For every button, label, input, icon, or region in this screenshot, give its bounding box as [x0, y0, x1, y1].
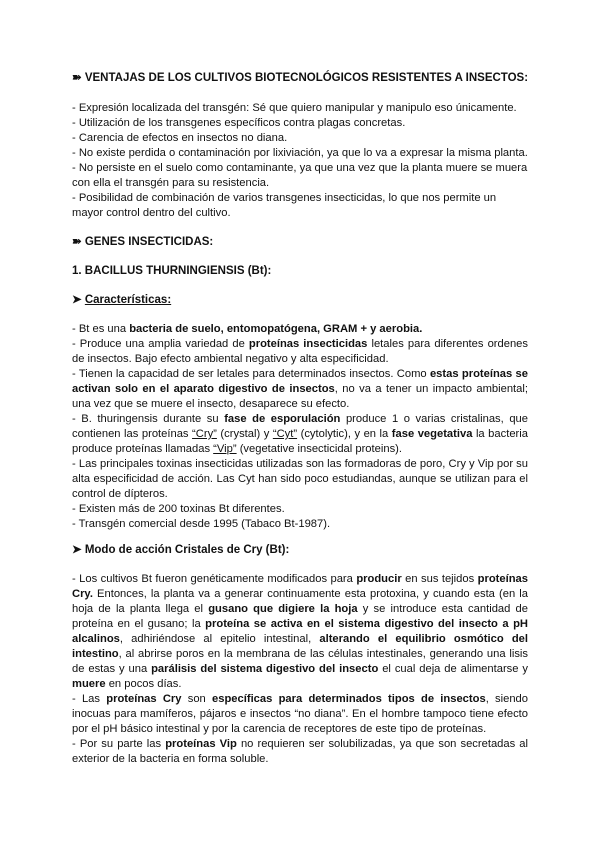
heading-bacillus: 1. BACILLUS THURNINGIENSIS (Bt):	[72, 265, 272, 277]
paragraph: - Produce una amplia variedad de proteínas insecticidas letales para diferentes ordenes de insectos. Bajo efecto ambiental negativo y alta especificidad.	[72, 338, 528, 365]
heading-genes: ➽ GENES INSECTICIDAS:	[72, 236, 214, 248]
list-item: - Posibilidad de combinación de varios transgenes insecticidas, lo que nos permite un mayor control dentro del cultivo.	[72, 192, 497, 219]
arrow-icon: ➤	[72, 294, 85, 306]
list-item: - Expresión localizada del transgén: Sé que quiero manipular y manipulo eso únicamente.	[72, 102, 517, 114]
paragraph: - Las principales toxinas insecticidas utilizadas son las formadoras de poro, Cry y Vip por su alta especificidad de acción. Las Cyt han sido poco estudiandas, aunque se utilizan para el control de dípteros.	[72, 458, 528, 500]
heading-caracteristicas	[72, 293, 171, 308]
list-item: - Carencia de efectos en insectos no diana.	[72, 132, 288, 144]
paragraph: - Bt es una bacteria de suelo, entomopatógena, GRAM + y aerobia.	[72, 323, 423, 335]
paragraph: - Existen más de 200 toxinas Bt diferentes.	[72, 503, 285, 515]
list-item: - No existe perdida o contaminación por lixiviación, ya que lo va a expresar la misma planta.	[72, 147, 528, 159]
heading-caracteristicas-text: Características:	[84, 294, 172, 306]
paragraph: - Por su parte las proteínas Vip no requieren ser solubilizadas, ya que son secretadas al exterior de la bacteria en forma soluble.	[72, 738, 529, 765]
paragraph: - Transgén comercial desde 1995 (Tabaco Bt-1987).	[72, 518, 331, 530]
paragraph: - Las proteínas Cry son específicas para determinados tipos de insectos, siendo inocuas para mamíferos, pájaros e insectos “no diana”. En el hombre tampoco tiene efecto por el pH básico intestinal y por la carencia de receptores de este tipo de proteínas.	[72, 693, 528, 735]
paragraph: - B. thuringensis durante su fase de esporulación produce 1 o varias cristalinas, que contienen las proteínas “Cry” (crystal) y “Cyt” (cytolytic), y en la fase vegetativa la bacteria produce proteínas llamadas “Vip” (vegetative insecticidal proteins).	[72, 413, 528, 455]
heading-modo-accion: ➤ Modo de acción Cristales de Cry (Bt):	[72, 544, 290, 556]
paragraph: - Tienen la capacidad de ser letales para determinados insectos. Como estas proteínas se activan solo en el aparato digestivo de insectos, no va a tener un impacto ambiental; una vez que se muere el insecto, desaparece su efecto.	[72, 368, 528, 410]
list-item: - Utilización de los transgenes específicos contra plagas concretas.	[72, 117, 406, 129]
heading-ventajas: ➽ VENTAJAS DE LOS CULTIVOS BIOTECNOLÓGICOS RESISTENTES A INSECTOS:	[72, 72, 529, 84]
ventajas-list	[72, 101, 528, 221]
caracteristicas-body	[72, 322, 528, 532]
list-item: - No persiste en el suelo como contaminante, ya que una vez que la planta muere se muera con ella el transgén para su resistencia.	[72, 162, 528, 189]
modo-accion-body	[72, 572, 528, 767]
paragraph: - Los cultivos Bt fueron genéticamente modificados para producir en sus tejidos proteínas Cry. Entonces, la planta va a generar continuamente esta protoxina, y cuando esta (en la hoja de la planta llega el gusano que digiere la hoja y se introduce esta cantidad de proteína en el gusano; la proteína se activa en el sistema digestivo del insecto a pH alcalinos, adhiriéndose al epitelio intestinal, alterando el equilibrio osmótico del intestino, al abrirse poros en la membrana de las células intestinales, generando una lisis de estas y una parálisis del sistema digestivo del insecto el cual deja de alimentarse y muere en pocos días.	[72, 573, 528, 690]
